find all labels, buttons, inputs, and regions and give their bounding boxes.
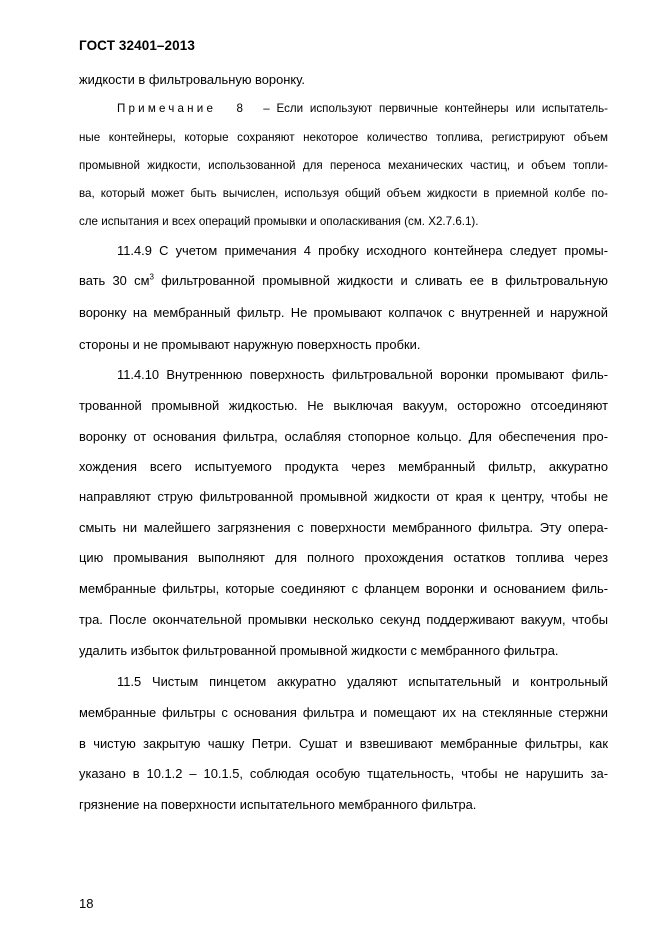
- paragraph-11-4-10-line: направляют струю фильтрованной промывной жидкости от края к центру, чтобы не: [79, 489, 608, 504]
- note-8-line-1-rest: – Если используют первичные контейнеры или испытатель-: [263, 102, 608, 115]
- paragraph-11-4-10-line: хождения всего испытуемого продукта через мембранный фильтр, аккуратно: [79, 459, 608, 474]
- paragraph-11-5-line: мембранные фильтры с основания фильтра и помещают их на стеклянные стержни: [79, 705, 608, 720]
- paragraph-11-4-9-line: стороны и не промывают наружную поверхность пробки.: [79, 337, 421, 352]
- volume-text: вать 30 см: [79, 273, 150, 288]
- note-8-line: ва, который может быть вычислен, используя общий объем жидкости в приемной колбе по-: [79, 187, 608, 200]
- paragraph-11-4-10-line: цию промывания выполняют для полного прохождения остатков топлива через: [79, 550, 608, 565]
- note-8-line: сле испытания и всех операций промывки и ополаскивания (см. Х2.7.6.1).: [79, 215, 479, 228]
- page-number: 18: [79, 896, 94, 911]
- paragraph-11-4-9-line-2: [79, 273, 608, 288]
- paragraph-11-4-10-line: тра. После окончательной промывки несколько секунд поддерживают вакуум, чтобы: [79, 612, 608, 627]
- note-label: Примечание: [117, 102, 217, 115]
- note-8-line: промывной жидкости, использованной для переноса механических частиц, и объем топли-: [79, 159, 608, 172]
- paragraph-11-5-line-1: 11.5 Чистым пинцетом аккуратно удаляют испытательный и контрольный: [117, 674, 608, 689]
- paragraph-11-4-10-line-1: 11.4.10 Внутреннюю поверхность фильтровальной воронки промывают филь-: [117, 367, 608, 382]
- paragraph-11-4-10-line: мембранные фильтры, которые соединяют с фланцем воронки и основанием филь-: [79, 581, 608, 596]
- document-header-title: ГОСТ 32401–2013: [79, 38, 195, 53]
- cubic-superscript: 3: [149, 272, 154, 282]
- paragraph-11-4-10-line: воронку от основания фильтра, ослабляя стопорное кольцо. Для обеспечения про-: [79, 429, 608, 444]
- continuation-line: жидкости в фильтровальную воронку.: [79, 72, 305, 87]
- paragraph-11-5-line: указано в 10.1.2 – 10.1.5, соблюдая особую тщательность, чтобы не нарушить за-: [79, 766, 608, 781]
- paragraph-11-4-9-line: воронку на мембранный фильтр. Не промывают колпачок с внутренней и наружной: [79, 305, 608, 320]
- paragraph-11-5-line: грязнение на поверхности испытательного мембранного фильтра.: [79, 797, 477, 812]
- paragraph-11-4-10-line: трованной промывной жидкостью. Не выключая вакуум, осторожно отсоединяют: [79, 398, 608, 413]
- paragraph-11-4-9-line-1: 11.4.9 С учетом примечания 4 пробку исходного контейнера следует промы-: [117, 243, 608, 258]
- note-8-line: ные контейнеры, которые сохраняют некоторое количество топлива, регистрируют объем: [79, 131, 608, 144]
- paragraph-11-5-line: в чистую закрытую чашку Петри. Сушат и взвешивают мембранные фильтры, как: [79, 736, 608, 751]
- note-8-line-1: [117, 102, 608, 115]
- line-2-rest: фильтрованной промывной жидкости и сливать ее в фильтровальную: [153, 273, 608, 288]
- paragraph-11-4-10-line: смыть ни малейшего загрязнения с поверхности мембранного фильтра. Эту опера-: [79, 520, 608, 535]
- paragraph-11-4-10-line: удалить избыток фильтрованной промывной жидкости с мембранного фильтра.: [79, 643, 559, 658]
- note-number: 8: [236, 102, 243, 115]
